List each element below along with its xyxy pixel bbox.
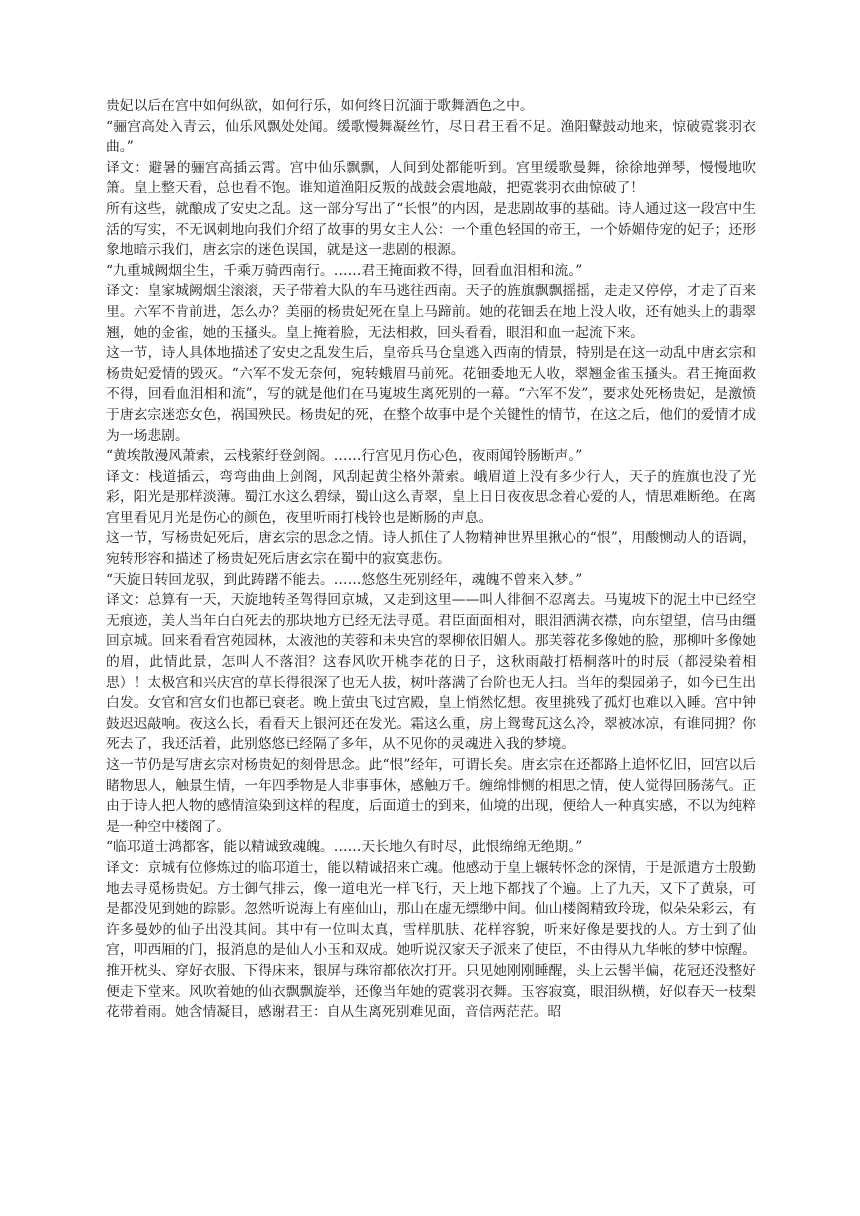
commentary-paragraph: 这一节仍是写唐玄宗对杨贵妃的刻骨思念。此“恨”经年，可谓长矣。唐玄宗在还都路上追怀忆旧，回宫以后睹物思人，触景生情，一年四季物是人非事事休，感触万千。缠绵悱恻的相思之情，使人觉得回肠荡气。正由于诗人把人物的感情渲染到这样的程度，后面道士的到来，仙境的出现，便给人一种真实感，不以为纯粹是一种空中楼阁了。 xyxy=(106,757,756,835)
commentary-paragraph: 所有这些，就酿成了安史之乱。这一部分写出了“长恨”的内因，是悲剧故事的基础。诗人通过这一段宫中生活的写实，不无讽刺地向我们介绍了故事的男女主人公：一个重色轻国的帝王，一个娇媚侍宠的妃子；还形象地暗示我们，唐玄宗的迷色误国，就是这一悲剧的根源。 xyxy=(106,200,756,259)
document-body xyxy=(106,96,756,1023)
commentary-paragraph: 这一节，诗人具体地描述了安史之乱发生后，皇帝兵马仓皇逃入西南的情景，特别是在这一动乱中唐玄宗和杨贵妃爱情的毁灭。“六军不发无奈何，宛转蛾眉马前死。花钿委地无人收，翠翘金雀玉搔头。君王掩面救不得，回看血泪相和流”，写的就是他们在马嵬坡生离死别的一幕。“六军不发”，要求处死杨贵妃，是激愤于唐玄宗迷恋女色，祸国殃民。杨贵妃的死，在整个故事中是个关键性的情节，在这之后，他们的爱情才成为一场悲剧。 xyxy=(106,345,756,444)
translation-paragraph: 译文：京城有位修炼过的临邛道士，能以精诚招来亡魂。他感动于皇上辗转怀念的深情，于是派遣方士殷勤地去寻觅杨贵妃。方士御气排云，像一道电光一样飞行，天上地下都找了个遍。上了九天，又下了黄泉，可是都没见到她的踪影。忽然听说海上有座仙山，那山在虚无缥缈中间。仙山楼阁精致玲珑，似朵朵彩云，有许多曼妙的仙子出没其间。其中有一位叫太真，雪样肌肤、花样容貌，听来好像是要找的人。方士到了仙宫，叩西厢的门，报消息的是仙人小玉和双成。她听说汉家天子派来了使臣，不由得从九华帐的梦中惊醒。推开枕头、穿好衣服、下得床来，银屏与珠帘都依次打开。只见她刚刚睡醒，头上云髻半偏，花冠还没整好便走下堂来。风吹着她的仙衣飘飘旋举，还像当年她的霓裳羽衣舞。玉容寂寞，眼泪纵横，好似春天一枝梨花带着雨。她含情凝目，感谢君王：自从生离死别难见面，音信两茫茫。昭 xyxy=(106,859,756,1021)
paragraph: 贵妃以后在宫中如何纵欲，如何行乐，如何终日沉湎于歌舞酒色之中。 xyxy=(106,98,534,114)
translation-paragraph: 译文：栈道插云，弯弯曲曲上剑阁，风刮起黄尘格外萧索。峨眉道上没有多少行人，天子的旌旗也没了光彩，阳光是那样淡薄。蜀江水这么碧绿，蜀山这么青翠，皇上日日夜夜思念着心爱的人，情思难断绝。在离宫里看见月光是伤心的颜色，夜里听雨打栈铃也是断肠的声息。 xyxy=(106,468,756,526)
poem-quote: “黄埃散漫风萧索，云栈萦纡登剑阁。……行宫见月伤心色，夜雨闻铃肠断声。” xyxy=(106,448,583,465)
poem-quote: “九重城阙烟尘生，千乘万骑西南行。……君王掩面救不得，回看血泪相和流。” xyxy=(106,262,583,279)
translation-paragraph: 译文：皇家城阙烟尘滚滚，天子带着大队的车马逃往西南。天子的旌旗飘飘摇摇，走走又停停，才走了百来里。六军不肯前进，怎么办？美丽的杨贵妃死在皇上马蹄前。她的花钿丢在地上没人收，还有她头上的翡翠翘，她的金雀，她的玉搔头。皇上掩着脸，无法相救，回头看看，眼泪和血一起流下来。 xyxy=(106,283,756,341)
poem-quote: “骊宫高处入青云，仙乐风飘处处闻。缓歌慢舞凝丝竹，尽日君王看不足。渔阳鼙鼓动地来，惊破霓裳羽衣曲。” xyxy=(106,118,756,156)
translation-paragraph: 译文：总算有一天，天旋地转圣驾得回京城，又走到这里——叫人徘徊不忍离去。马嵬坡下的泥土中已经空无痕迹，美人当年白白死去的那块地方已经无法寻觅。君臣面面相对，眼泪洒满衣襟，向东望望，信马由缰回京城。回来看看宫苑园林，太液池的芙蓉和未央宫的翠柳依旧媚人。那芙蓉花多像她的脸，那柳叶多像她的眉，此情此景，怎叫人不落泪？这春风吹开桃李花的日子，这秋雨敲打梧桐落叶的时辰（都浸染着相思）！太极宫和兴庆宫的草长得很深了也无人拔，树叶落满了台阶也无人扫。当年的梨园弟子，如今已生出白发。女官和宫女们也都已衰老。晚上萤虫飞过宫殿，皇上悄然忆想。夜里挑残了孤灯也难以入睡。宫中钟鼓迟迟敲响。夜这么长，看看天上银河还在发光。霜这么重，房上鸳鸯瓦这么冷，翠被冰凉，有谁同拥？你死去了，我还活着，此别悠悠已经隔了多年，从不见你的灵魂进入我的梦境。 xyxy=(106,592,756,753)
translation-paragraph: 译文：避暑的骊宫高插云霄。宫中仙乐飘飘，人间到处都能听到。宫里缓歌曼舞，徐徐地弹琴，慢慢地吹箫。皇上整天看，总也看不饱。谁知道渔阳反叛的战鼓会震地敲，把霓裳羽衣曲惊破了！ xyxy=(106,159,756,197)
poem-quote: “临邛道士鸿都客，能以精诚致魂魄。……天长地久有时尽，此恨绵绵无绝期。” xyxy=(106,839,583,856)
commentary-paragraph: 这一节，写杨贵妃死后，唐玄宗的思念之情。诗人抓住了人物精神世界里揪心的“恨”，用酸恻动人的语调，宛转形容和描述了杨贵妃死后唐玄宗在蜀中的寂寞悲伤。 xyxy=(106,530,756,568)
poem-quote: “天旋日转回龙驭，到此踌躇不能去。……悠悠生死别经年，魂魄不曾来入梦。” xyxy=(106,571,583,588)
